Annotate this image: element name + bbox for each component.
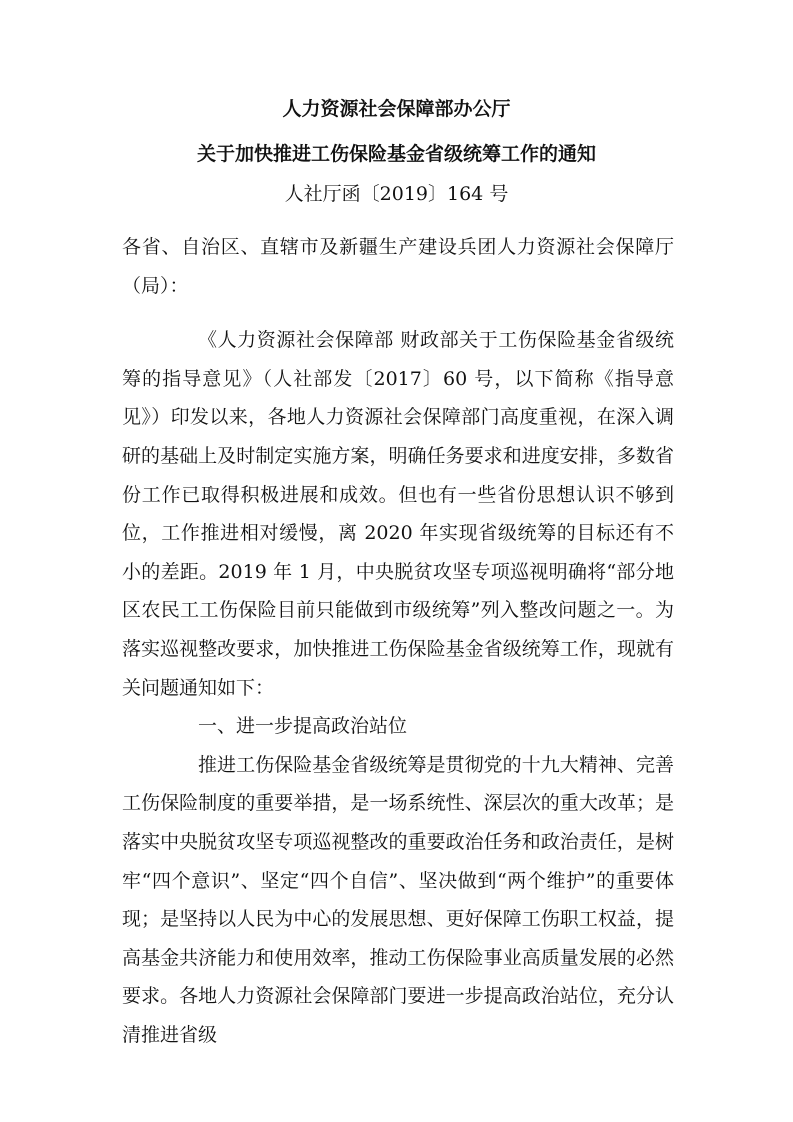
document-number: 人社厅函〔2019〕164 号: [284, 183, 509, 205]
salutation: 各省、自治区、直辖市及新疆生产建设兵团人力资源社会保障厅（局）：: [122, 236, 674, 297]
body-paragraph: 《人力资源社会保障部 财政部关于工伤保险基金省级统筹的指导意见》（人社部发〔2017〕60 号，以下简称《指导意见》）印发以来，各地人力资源社会保障部门高度重视，在深入调研的基础上及时制定实施方案，明确任务要求和进度安排，多数省份工作已取得积极进展和成效。但也有一些省份思想认识不够到位，工作推进相对缓慢，离 2020 年实现省级统筹的目标还有不小的差距。2019 年 1 月，中央脱贫攻坚专项巡视明确将“部分地区农民工工伤保险目前只能做到市级统筹”列入整改问题之一。为落实巡视整改要求，加快推进工伤保险基金省级统筹工作，现就有关问题通知如下：: [122, 329, 674, 699]
document-title-line2: 关于加快推进工伤保险基金省级统筹工作的通知: [196, 143, 596, 165]
document-title-line1: 人力资源社会保障部办公厅: [282, 98, 511, 120]
document-body: [122, 228, 674, 1054]
section-heading: 一、进一步提高政治站位: [198, 715, 408, 738]
body-paragraph: 推进工伤保险基金省级统筹是贯彻党的十九大精神、完善工伤保险制度的重要举措，是一场系统性、深层次的重大改革；是落实中央脱贫攻坚专项巡视整改的重要政治任务和政治责任，是树牢“四个意识”、坚定“四个自信”、坚决做到“两个维护”的重要体现；是坚持以人民为中心的发展思想、更好保障工伤职工权益，提高基金共济能力和使用效率，推动工伤保险事业高质量发展的必然要求。各地人力资源社会保障部门要进一步提高政治站位，充分认清推进省级: [122, 753, 674, 1046]
